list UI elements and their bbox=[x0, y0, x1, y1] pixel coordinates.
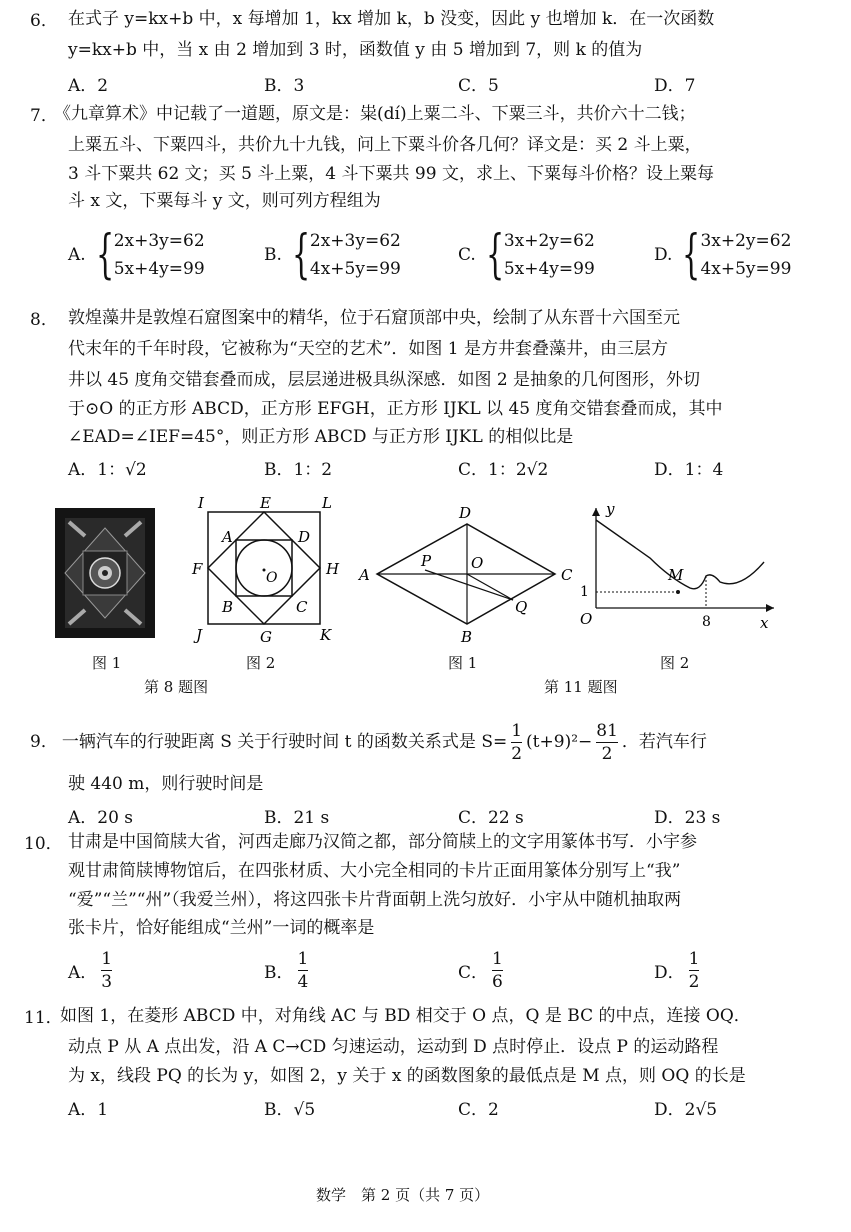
q10-b-label: B． bbox=[264, 963, 294, 983]
q7-option-b-label: B. bbox=[264, 245, 282, 265]
fig11-1-caption: 图 1 bbox=[448, 654, 478, 672]
q10-c-num: 1 bbox=[492, 949, 503, 969]
q9-frac2-den: 2 bbox=[601, 744, 613, 764]
q10-b-num: 1 bbox=[297, 949, 309, 969]
svg-text:A: A bbox=[359, 566, 370, 584]
q8-number: 8． bbox=[30, 310, 58, 330]
q11-number: 11． bbox=[24, 1008, 63, 1028]
svg-text:G: G bbox=[260, 628, 272, 646]
svg-text:C: C bbox=[561, 566, 573, 584]
svg-text:O: O bbox=[471, 554, 484, 572]
q10-c-label: C． bbox=[458, 963, 489, 983]
svg-text:F: F bbox=[192, 560, 203, 578]
q7-option-c-label: C. bbox=[458, 245, 476, 265]
q10-d-num: 1 bbox=[688, 949, 700, 969]
q10-b-den: 4 bbox=[297, 972, 309, 992]
q7-option-a bbox=[68, 227, 205, 283]
q10-a-num: 1 bbox=[101, 949, 113, 969]
brace-icon: { bbox=[682, 225, 701, 285]
q7-b-eq1: 2x+3y=62 bbox=[309, 231, 401, 251]
q8-option-c: C．1：2√2 bbox=[458, 460, 549, 480]
q10-option-c bbox=[458, 948, 507, 993]
svg-text:8: 8 bbox=[702, 614, 711, 630]
svg-text:I: I bbox=[198, 494, 204, 512]
svg-text:1: 1 bbox=[580, 584, 589, 600]
q8-line5: ∠EAD=∠IEF=45°，则正方形 ABCD 与正方形 IJKL 的相似比是 bbox=[68, 427, 574, 447]
q7-line4: 斗 x 文，下粟每斗 y 文，则可列方程组为 bbox=[68, 191, 381, 211]
q10-d-fraction bbox=[689, 948, 700, 993]
q7-d-eq1: 3x+2y=62 bbox=[700, 231, 792, 251]
q8-line4: 于⊙O 的正方形 ABCD，正方形 EFGH，正方形 IJKL 以 45 度角交错套叠而成，其中 bbox=[68, 399, 723, 419]
svg-text:H: H bbox=[326, 560, 340, 578]
q7-line2: 上粟五斗、下粟四斗，共价九十九钱，问上下粟斗价各几何？译文是：买 2 斗上粟， bbox=[68, 135, 702, 155]
q6-line1: 在式子 y=kx+b 中，x 每增加 1，kx 增加 k，b 没变，因此 y 也增加 k．在一次函数 bbox=[68, 9, 715, 29]
q10-b-fraction bbox=[298, 948, 309, 993]
q7-d-eq2: 4x+5y=99 bbox=[700, 259, 792, 279]
q10-line1: 甘肃是中国简牍大省，河西走廊乃汉简之都，部分简牍上的文字用篆体书写．小宇参 bbox=[68, 832, 697, 852]
svg-text:B: B bbox=[222, 598, 234, 616]
q7-a-eq1: 2x+3y=62 bbox=[113, 231, 205, 251]
q10-c-den: 6 bbox=[492, 972, 503, 992]
q7-number: 7． bbox=[30, 106, 58, 126]
q7-c-eq1: 3x+2y=62 bbox=[503, 231, 595, 251]
q10-d-den: 2 bbox=[688, 972, 700, 992]
q9-frac2-num: 81 bbox=[596, 721, 618, 741]
svg-text:J: J bbox=[196, 626, 203, 644]
q10-option-b bbox=[264, 948, 312, 993]
q10-line3: “爱”“兰”“州”（我爱兰州），将这四张卡片背面朝上洗匀放好．小宇从中随机抽取两 bbox=[68, 890, 682, 910]
figure11-2-graph bbox=[570, 500, 780, 640]
q6-number: 6． bbox=[30, 11, 58, 31]
q6-line2: y=kx+b 中，当 x 由 2 增加到 3 时，函数值 y 由 5 增加到 7，则 k 的值为 bbox=[68, 40, 643, 60]
q11-option-c: C．2 bbox=[458, 1100, 499, 1120]
q9-frac1-num: 1 bbox=[511, 721, 523, 741]
q9-line2: 驶 440 m，则行驶时间是 bbox=[68, 774, 264, 794]
figure8-2-geometry bbox=[190, 490, 350, 650]
q10-option-a bbox=[68, 948, 116, 993]
q7-c-eq2: 5x+4y=99 bbox=[503, 259, 595, 279]
q11-line1: 如图 1，在菱形 ABCD 中，对角线 AC 与 BD 相交于 O 点，Q 是 BC 的中点，连接 OQ． bbox=[60, 1006, 751, 1026]
q7-option-a-label: A. bbox=[68, 245, 86, 265]
q9-number: 9． bbox=[30, 732, 58, 752]
q9-text-c: ．若汽车行 bbox=[621, 732, 707, 752]
dunhuang-caisson-photo bbox=[55, 508, 155, 638]
q9-text-a: 一辆汽车的行驶距离 S 关于行驶时间 t 的函数关系式是 S= bbox=[61, 732, 508, 752]
q11-option-b: B．√5 bbox=[264, 1100, 316, 1120]
svg-text:O: O bbox=[266, 570, 278, 586]
q10-option-d bbox=[654, 948, 703, 993]
q8-line2: 代末年的千年时段，它被称为“天空的艺术”．如图 1 是方井套叠藻井，由三层方 bbox=[68, 339, 669, 359]
svg-text:A: A bbox=[222, 528, 233, 546]
q10-a-label: A． bbox=[68, 963, 98, 983]
q11-line2: 动点 P 从 A 点出发，沿 A C→CD 匀速运动，运动到 D 点时停止．设点 P 的运动路程 bbox=[68, 1037, 719, 1057]
svg-text:y: y bbox=[606, 500, 615, 518]
q9-fraction-1 bbox=[511, 720, 522, 765]
fig11-title: 第 11 题图 bbox=[544, 678, 618, 696]
figure11-1-rhombus bbox=[355, 500, 585, 650]
q11-option-d: D．2√5 bbox=[654, 1100, 718, 1120]
q9-option-a: A．20 s bbox=[68, 808, 134, 828]
q9-option-b: B．21 s bbox=[264, 808, 330, 828]
q7-a-eq2: 5x+4y=99 bbox=[113, 259, 205, 279]
svg-text:D: D bbox=[298, 528, 311, 546]
q10-number: 10． bbox=[24, 834, 63, 854]
q9-text-b: (t+9)²− bbox=[526, 732, 593, 752]
q7-b-eq2: 4x+5y=99 bbox=[309, 259, 401, 279]
q6-option-a: A．2 bbox=[68, 76, 109, 96]
q10-a-den: 3 bbox=[101, 972, 113, 992]
q6-option-c: C．5 bbox=[458, 76, 499, 96]
q10-line4: 张卡片，恰好能组成“兰州”一词的概率是 bbox=[68, 918, 375, 938]
q8-option-d: D．1：4 bbox=[654, 460, 724, 480]
svg-text:D: D bbox=[459, 504, 472, 522]
q6-option-b: B．3 bbox=[264, 76, 305, 96]
q8-line3: 井以 45 度角交错套叠而成，层层递进极具纵深感．如图 2 是抽象的几何图形，外切 bbox=[68, 370, 701, 390]
svg-text:M: M bbox=[668, 566, 684, 584]
svg-text:C: C bbox=[296, 598, 308, 616]
svg-text:O: O bbox=[580, 610, 593, 628]
q9-fraction-2 bbox=[596, 720, 618, 765]
q10-d-label: D． bbox=[654, 963, 685, 983]
q9-option-c: C．22 s bbox=[458, 808, 524, 828]
fig8-2-caption: 图 2 bbox=[246, 654, 276, 672]
brace-icon: { bbox=[95, 225, 114, 285]
q7-line3: 3 斗下粟共 62 文；买 5 斗上粟，4 斗下粟共 99 文，求上、下粟每斗价格？设上粟每 bbox=[68, 164, 714, 184]
q6-option-d: D．7 bbox=[654, 76, 696, 96]
q8-line1: 敦煌藻井是敦煌石窟图案中的精华，位于石窟顶部中央，绘制了从东晋十六国至元 bbox=[68, 308, 680, 328]
q7-option-c bbox=[458, 227, 595, 283]
brace-icon: { bbox=[291, 225, 311, 285]
q9-frac1-den: 2 bbox=[511, 744, 523, 764]
fig8-title: 第 8 题图 bbox=[144, 678, 209, 696]
q8-option-b: B．1：2 bbox=[264, 460, 333, 480]
q11-option-a: A．1 bbox=[68, 1100, 109, 1120]
svg-text:P: P bbox=[421, 552, 432, 570]
page-footer: 数学 第 2 页（共 7 页） bbox=[316, 1186, 490, 1204]
svg-text:L: L bbox=[322, 494, 332, 512]
fig11-2-caption: 图 2 bbox=[660, 654, 690, 672]
q7-option-b bbox=[264, 227, 401, 283]
q9-line1 bbox=[30, 718, 707, 766]
svg-text:K: K bbox=[320, 626, 332, 644]
q10-c-fraction bbox=[492, 948, 503, 993]
svg-text:x: x bbox=[760, 614, 769, 632]
q7-option-d bbox=[654, 227, 791, 283]
brace-icon: { bbox=[485, 225, 505, 285]
q11-line3: 为 x，线段 PQ 的长为 y，如图 2，y 关于 x 的函数图象的最低点是 M 点，则 OQ 的长是 bbox=[68, 1066, 746, 1086]
q10-line2: 观甘肃简牍博物馆后，在四张材质、大小完全相同的卡片正面用篆体分别写上“我” bbox=[68, 861, 681, 881]
q7-line1: 《九章算术》中记载了一道题，原文是：粜(dí)上粟二斗、下粟三斗，共价六十二钱； bbox=[54, 104, 696, 124]
q8-option-a: A．1：√2 bbox=[68, 460, 147, 480]
svg-text:Q: Q bbox=[515, 598, 528, 616]
fig8-1-caption: 图 1 bbox=[92, 654, 122, 672]
svg-text:E: E bbox=[260, 494, 271, 512]
q9-option-d: D．23 s bbox=[654, 808, 721, 828]
svg-text:B: B bbox=[461, 628, 473, 646]
q7-option-d-label: D. bbox=[654, 245, 673, 265]
q10-a-fraction bbox=[101, 948, 112, 993]
